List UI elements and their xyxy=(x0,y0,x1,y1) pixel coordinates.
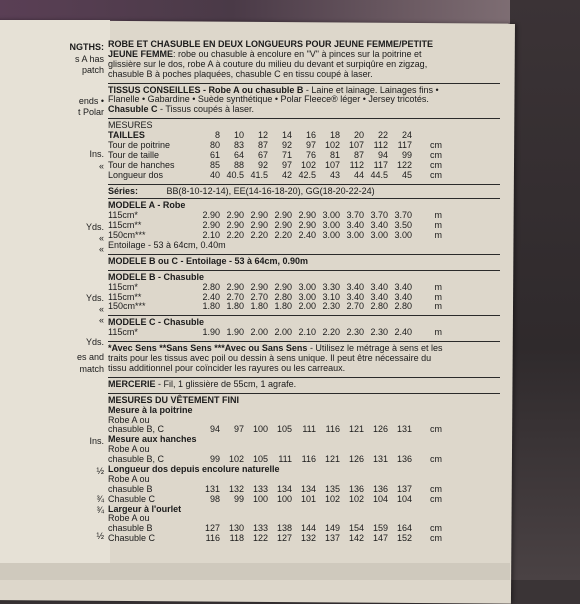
unit-label: m xyxy=(434,327,442,338)
unit-label: m xyxy=(434,281,442,292)
value-cell: 2.80 xyxy=(202,281,220,292)
value-cell: 118 xyxy=(229,533,244,544)
english-fragment: « xyxy=(98,161,104,171)
model-a-interfacing: Entoilage - 53 à 64cm, 0.40m xyxy=(108,240,226,251)
value-cell: 164 xyxy=(396,523,412,534)
english-fragment: NGTHS: xyxy=(69,42,104,52)
value-cell: 107 xyxy=(324,159,340,170)
value-cell: 102 xyxy=(228,454,244,465)
row-label: 115cm** xyxy=(108,291,142,302)
value-cell: 97 xyxy=(233,424,244,435)
row-label: Longueur dos xyxy=(108,169,164,180)
title-section xyxy=(108,38,500,83)
fabrics-chasuble-c: Chasuble C xyxy=(108,104,158,115)
value-cell: 1.90 xyxy=(226,327,244,338)
unit-label: cm xyxy=(430,149,442,160)
background-right xyxy=(510,0,580,580)
english-fragment: « xyxy=(98,304,104,314)
value-cell: 116 xyxy=(325,424,340,435)
fabrics-line-2: Flanelle • Gabardine • Suède synthétique • Polar Fleece® léger • Jersey tricotés. xyxy=(108,94,429,105)
title-line-3: glissière sur le dos, robe A à couture du milieu du devant et surpiqûre en zigzag, xyxy=(108,58,428,69)
value-cell: 83 xyxy=(233,140,244,151)
notions-text: - Fil, 1 glissière de 55cm, 1 agrafe. xyxy=(155,378,297,389)
value-cell: 44 xyxy=(353,169,364,180)
value-cell: 142 xyxy=(348,533,364,544)
value-cell: 2.90 xyxy=(250,281,268,292)
value-cell: 3.40 xyxy=(394,281,412,292)
value-cell: 3.00 xyxy=(346,230,364,241)
model-bc-interfacing: MODELE B ou C - Entoilage - 53 à 64cm, 0.90m xyxy=(108,255,309,266)
row-label: 115cm** xyxy=(108,220,142,231)
value-cell: 104 xyxy=(396,493,412,504)
english-fragment: ¾ xyxy=(96,494,104,504)
value-cell: 2.80 xyxy=(394,301,412,312)
value-cell: 3.00 xyxy=(298,281,316,292)
value-cell: 8 xyxy=(214,130,220,141)
measures-section xyxy=(108,118,500,183)
value-cell: 3.40 xyxy=(346,281,364,292)
value-cell: 117 xyxy=(397,140,412,151)
row-label: 115cm* xyxy=(108,327,138,338)
value-cell: 3.50 xyxy=(394,220,412,231)
measures-heading: MESURES xyxy=(108,120,153,131)
value-cell: 3.70 xyxy=(346,210,364,221)
value-cell: 2.90 xyxy=(226,220,244,231)
value-cell: 133 xyxy=(252,483,268,494)
english-fragment: ¾ xyxy=(96,505,104,515)
unit-label: cm xyxy=(430,140,442,151)
value-cell: 18 xyxy=(329,130,340,141)
value-cell: 2.70 xyxy=(250,291,268,302)
value-cell: 61 xyxy=(209,149,220,160)
series-label: Séries: xyxy=(108,185,139,196)
finished-group-title: Largeur à l'ourlet xyxy=(108,503,182,514)
nap-note-line-2: traits pour les tissus avec poil ou dessin à sens unique. Il peut être nécessaire du xyxy=(108,353,432,364)
finished-group-title: Mesure aux hanches xyxy=(108,434,197,445)
value-cell: 40.5 xyxy=(226,169,244,180)
english-fragment: match xyxy=(79,364,104,374)
series-text: BB(8-10-12-14), EE(14-16-18-20), GG(18-20-22-24) xyxy=(166,185,375,196)
value-cell: 87 xyxy=(353,149,364,160)
value-cell: 80 xyxy=(209,140,220,151)
value-cell: 16 xyxy=(305,130,316,141)
value-cell: 2.90 xyxy=(274,281,292,292)
envelope-bottom-edge xyxy=(0,563,510,580)
value-cell: 2.90 xyxy=(250,210,268,221)
value-cell: 24 xyxy=(401,130,412,141)
value-cell: 94 xyxy=(377,149,388,160)
value-cell: 2.20 xyxy=(226,230,244,241)
value-cell: 126 xyxy=(348,454,364,465)
value-cell: 1.80 xyxy=(202,301,220,312)
value-cell: 99 xyxy=(209,454,220,465)
unit-label: cm xyxy=(430,424,442,435)
value-cell: 2.90 xyxy=(250,220,268,231)
value-cell: 99 xyxy=(233,493,244,504)
value-cell: 2.40 xyxy=(298,230,316,241)
title-line-1: ROBE ET CHASUBLE EN DEUX LONGUEURS POUR JEUNE FEMME/PETITE xyxy=(108,39,434,49)
english-fragment: « xyxy=(98,315,104,325)
row-label: Chasuble C xyxy=(108,493,156,504)
english-fragment: ½ xyxy=(96,531,104,541)
fabrics-line-3: - Tissus coupés à laser. xyxy=(157,104,255,115)
english-fragment: s A has xyxy=(74,54,104,64)
model-b-title: MODELE B - Chasuble xyxy=(108,271,205,282)
english-fragment: ½ xyxy=(96,466,104,476)
fabrics-section xyxy=(108,83,500,119)
value-cell: 99 xyxy=(401,149,412,160)
value-cell: 2.70 xyxy=(346,301,364,312)
value-cell: 127 xyxy=(276,533,292,544)
value-cell: 144 xyxy=(300,523,316,534)
model-b-row xyxy=(108,302,500,312)
model-a-table xyxy=(108,211,500,241)
notions-heading: MERCERIE xyxy=(108,378,156,389)
value-cell: 3.70 xyxy=(370,210,388,221)
value-cell: 1.80 xyxy=(226,301,244,312)
row-label: Tour de hanches xyxy=(108,159,175,170)
model-a-title: MODELE A - Robe xyxy=(108,200,186,211)
series-section xyxy=(108,184,500,199)
unit-label: cm xyxy=(430,533,442,544)
french-size-chart xyxy=(108,38,500,547)
value-cell: 14 xyxy=(281,130,292,141)
english-fragment: ends • xyxy=(78,96,104,106)
nap-note-bold: *Avec Sens **Sans Sens ***Avec ou Sans Sens xyxy=(108,343,308,354)
value-cell: 100 xyxy=(252,493,268,504)
value-cell: 87 xyxy=(257,140,268,151)
value-cell: 2.30 xyxy=(346,327,364,338)
value-cell: 94 xyxy=(209,424,220,435)
value-cell: 111 xyxy=(278,454,292,465)
english-fragment: Yds. xyxy=(85,337,104,347)
english-column-cropped xyxy=(0,20,110,580)
value-cell: 42 xyxy=(281,169,292,180)
value-cell: 3.40 xyxy=(346,291,364,302)
value-cell: 111 xyxy=(302,424,316,435)
value-cell: 2.30 xyxy=(370,327,388,338)
value-cell: 1.80 xyxy=(274,301,292,312)
unit-label: m xyxy=(434,230,442,241)
nap-note-line-1: - Utilisez le métrage à sens et les xyxy=(307,343,443,354)
value-cell: 2.10 xyxy=(298,327,316,338)
model-b-section xyxy=(108,270,500,316)
title-line-2-bold: JEUNE FEMME xyxy=(108,48,174,59)
value-cell: 116 xyxy=(301,454,316,465)
finished-group-title: Longueur dos depuis encolure naturelle xyxy=(108,463,280,474)
value-cell: 3.00 xyxy=(370,230,388,241)
value-cell: 88 xyxy=(233,159,244,170)
value-cell: 2.00 xyxy=(298,301,316,312)
row-label: TAILLES xyxy=(108,130,145,141)
value-cell: 97 xyxy=(305,140,316,151)
value-cell: 71 xyxy=(281,149,292,160)
value-cell: 159 xyxy=(372,523,388,534)
value-cell: 3.00 xyxy=(322,230,340,241)
value-cell: 149 xyxy=(324,523,340,534)
value-cell: 22 xyxy=(377,130,388,141)
value-cell: 3.70 xyxy=(394,210,412,221)
value-cell: 44.5 xyxy=(370,169,388,180)
value-cell: 3.00 xyxy=(322,220,340,231)
value-cell: 2.00 xyxy=(274,327,292,338)
unit-label: m xyxy=(434,301,442,312)
value-cell: 2.20 xyxy=(250,230,268,241)
value-cell: 134 xyxy=(300,483,316,494)
english-fragment: Ins. xyxy=(89,149,104,159)
row-label: Robe A ou xyxy=(108,414,150,425)
value-cell: 42.5 xyxy=(298,169,316,180)
english-fragment: Yds. xyxy=(85,222,104,232)
model-c-table xyxy=(108,328,500,338)
value-cell: 136 xyxy=(348,483,364,494)
value-cell: 2.90 xyxy=(298,210,316,221)
value-cell: 126 xyxy=(372,424,388,435)
row-label: Chasuble C xyxy=(108,533,156,544)
value-cell: 2.90 xyxy=(226,210,244,221)
row-label: Tour de taille xyxy=(108,149,160,160)
value-cell: 136 xyxy=(372,483,388,494)
value-cell: 3.00 xyxy=(322,210,340,221)
value-cell: 100 xyxy=(252,424,268,435)
unit-label: cm xyxy=(430,169,442,180)
fabrics-heading: TISSUS CONSEILLES - Robe A ou chasuble B xyxy=(108,84,304,95)
value-cell: 2.80 xyxy=(274,291,292,302)
value-cell: 104 xyxy=(372,493,388,504)
row-label: 115cm* xyxy=(108,210,138,221)
value-cell: 2.20 xyxy=(322,327,340,338)
english-fragment: Yds. xyxy=(85,293,104,303)
value-cell: 98 xyxy=(209,493,220,504)
english-fragment: « xyxy=(98,233,104,243)
value-cell: 105 xyxy=(252,454,268,465)
value-cell: 64 xyxy=(233,149,244,160)
value-cell: 122 xyxy=(396,159,412,170)
title-line-2: : robe ou chasuble à encolure en "V" à pinces sur la poitrine et xyxy=(173,48,422,59)
nap-note-section xyxy=(108,341,500,377)
value-cell: 121 xyxy=(348,424,364,435)
value-cell: 1.90 xyxy=(202,327,220,338)
value-cell: 132 xyxy=(228,483,244,494)
unit-label: cm xyxy=(430,523,442,534)
value-cell: 127 xyxy=(204,523,220,534)
value-cell: 2.30 xyxy=(322,301,340,312)
value-cell: 2.40 xyxy=(202,291,220,302)
value-cell: 135 xyxy=(324,483,340,494)
value-cell: 102 xyxy=(324,140,340,151)
value-cell: 132 xyxy=(300,533,316,544)
value-cell: 41.5 xyxy=(250,169,268,180)
value-cell: 102 xyxy=(348,493,364,504)
value-cell: 102 xyxy=(324,493,340,504)
value-cell: 122 xyxy=(252,533,268,544)
value-cell: 10 xyxy=(233,130,244,141)
finished-heading: MESURES DU VÊTEMENT FINI xyxy=(108,394,240,405)
value-cell: 3.00 xyxy=(394,230,412,241)
value-cell: 81 xyxy=(329,149,340,160)
model-c-title: MODELE C - Chasuble xyxy=(108,317,205,328)
value-cell: 3.30 xyxy=(322,281,340,292)
value-cell: 20 xyxy=(353,130,364,141)
value-cell: 2.00 xyxy=(250,327,268,338)
value-cell: 2.90 xyxy=(202,210,220,221)
value-cell: 45 xyxy=(401,169,412,180)
value-cell: 2.90 xyxy=(226,281,244,292)
value-cell: 137 xyxy=(324,533,340,544)
value-cell: 2.80 xyxy=(370,301,388,312)
value-cell: 107 xyxy=(348,140,364,151)
value-cell: 3.40 xyxy=(370,220,388,231)
measures-row xyxy=(108,171,500,181)
value-cell: 40 xyxy=(209,169,220,180)
value-cell: 67 xyxy=(257,149,268,160)
value-cell: 147 xyxy=(372,533,388,544)
value-cell: 154 xyxy=(348,523,364,534)
value-cell: 3.00 xyxy=(298,291,316,302)
unit-label: cm xyxy=(430,454,442,465)
unit-label: m xyxy=(434,291,442,302)
value-cell: 85 xyxy=(209,159,220,170)
english-fragment: patch xyxy=(81,65,104,75)
value-cell: 117 xyxy=(373,159,388,170)
row-label: chasuble B xyxy=(108,483,153,494)
value-cell: 92 xyxy=(257,159,268,170)
value-cell: 2.10 xyxy=(202,230,220,241)
model-c-row xyxy=(108,328,500,338)
row-label: chasuble B xyxy=(108,523,153,534)
fabrics-line-1: - Laine et lainage. Lainages fins • xyxy=(303,84,439,95)
model-a-section xyxy=(108,198,500,253)
value-cell: 2.40 xyxy=(394,327,412,338)
measures-table xyxy=(108,131,500,180)
row-label: chasuble B, C xyxy=(108,454,165,465)
value-cell: 1.80 xyxy=(250,301,268,312)
english-fragment: es and xyxy=(76,352,104,362)
value-cell: 112 xyxy=(373,140,388,151)
value-cell: 152 xyxy=(396,533,412,544)
value-cell: 137 xyxy=(396,483,412,494)
value-cell: 2.90 xyxy=(298,220,316,231)
value-cell: 116 xyxy=(205,533,220,544)
value-cell: 3.40 xyxy=(370,281,388,292)
value-cell: 43 xyxy=(329,169,340,180)
value-cell: 136 xyxy=(396,454,412,465)
nap-note-line-3: tissu additionnel pour coïncider les rayures ou les carreaux. xyxy=(108,362,346,373)
value-cell: 105 xyxy=(276,424,292,435)
value-cell: 3.40 xyxy=(346,220,364,231)
value-cell: 133 xyxy=(252,523,268,534)
unit-label: cm xyxy=(430,493,442,504)
value-cell: 121 xyxy=(324,454,340,465)
value-cell: 131 xyxy=(204,483,220,494)
value-cell: 2.70 xyxy=(226,291,244,302)
row-label: Robe A ou xyxy=(108,473,150,484)
english-fragment: t Polar xyxy=(77,107,104,117)
row-label: chasuble B, C xyxy=(108,424,165,435)
finished-group-title: Mesure à la poitrine xyxy=(108,404,193,415)
value-cell: 12 xyxy=(257,130,268,141)
model-c-section xyxy=(108,315,500,341)
row-label: 150cm*** xyxy=(108,230,146,241)
row-label: Robe A ou xyxy=(108,513,150,524)
value-cell: 138 xyxy=(276,523,292,534)
value-cell: 92 xyxy=(281,140,292,151)
value-cell: 2.90 xyxy=(202,220,220,231)
value-cell: 131 xyxy=(372,454,388,465)
value-cell: 131 xyxy=(396,424,412,435)
value-cell: 101 xyxy=(300,493,316,504)
value-cell: 130 xyxy=(228,523,244,534)
finished-measures-section xyxy=(108,393,500,547)
title-line-4: chasuble B à poches plaquées, chasuble C en tissu coupé à laser. xyxy=(108,68,373,79)
unit-label: cm xyxy=(430,483,442,494)
value-cell: 2.90 xyxy=(274,210,292,221)
value-cell: 76 xyxy=(305,149,316,160)
finished-row xyxy=(108,534,500,544)
row-label: 150cm*** xyxy=(108,301,146,312)
unit-label: cm xyxy=(430,159,442,170)
value-cell: 102 xyxy=(300,159,316,170)
value-cell: 134 xyxy=(276,483,292,494)
unit-label: m xyxy=(434,220,442,231)
unit-label: m xyxy=(434,210,442,221)
value-cell: 3.10 xyxy=(322,291,340,302)
value-cell: 100 xyxy=(276,493,292,504)
value-cell: 3.40 xyxy=(394,291,412,302)
model-bc-section xyxy=(108,254,500,270)
row-label: Tour de poitrine xyxy=(108,140,171,151)
notions-section xyxy=(108,377,500,393)
english-fragment: « xyxy=(98,244,104,254)
value-cell: 97 xyxy=(281,159,292,170)
value-cell: 2.20 xyxy=(274,230,292,241)
row-label: Robe A ou xyxy=(108,444,150,455)
model-b-table xyxy=(108,283,500,313)
value-cell: 112 xyxy=(349,159,364,170)
english-fragment: Ins. xyxy=(89,436,104,446)
value-cell: 3.40 xyxy=(370,291,388,302)
row-label: 115cm* xyxy=(108,281,138,292)
value-cell: 2.90 xyxy=(274,220,292,231)
finished-table xyxy=(108,406,500,544)
